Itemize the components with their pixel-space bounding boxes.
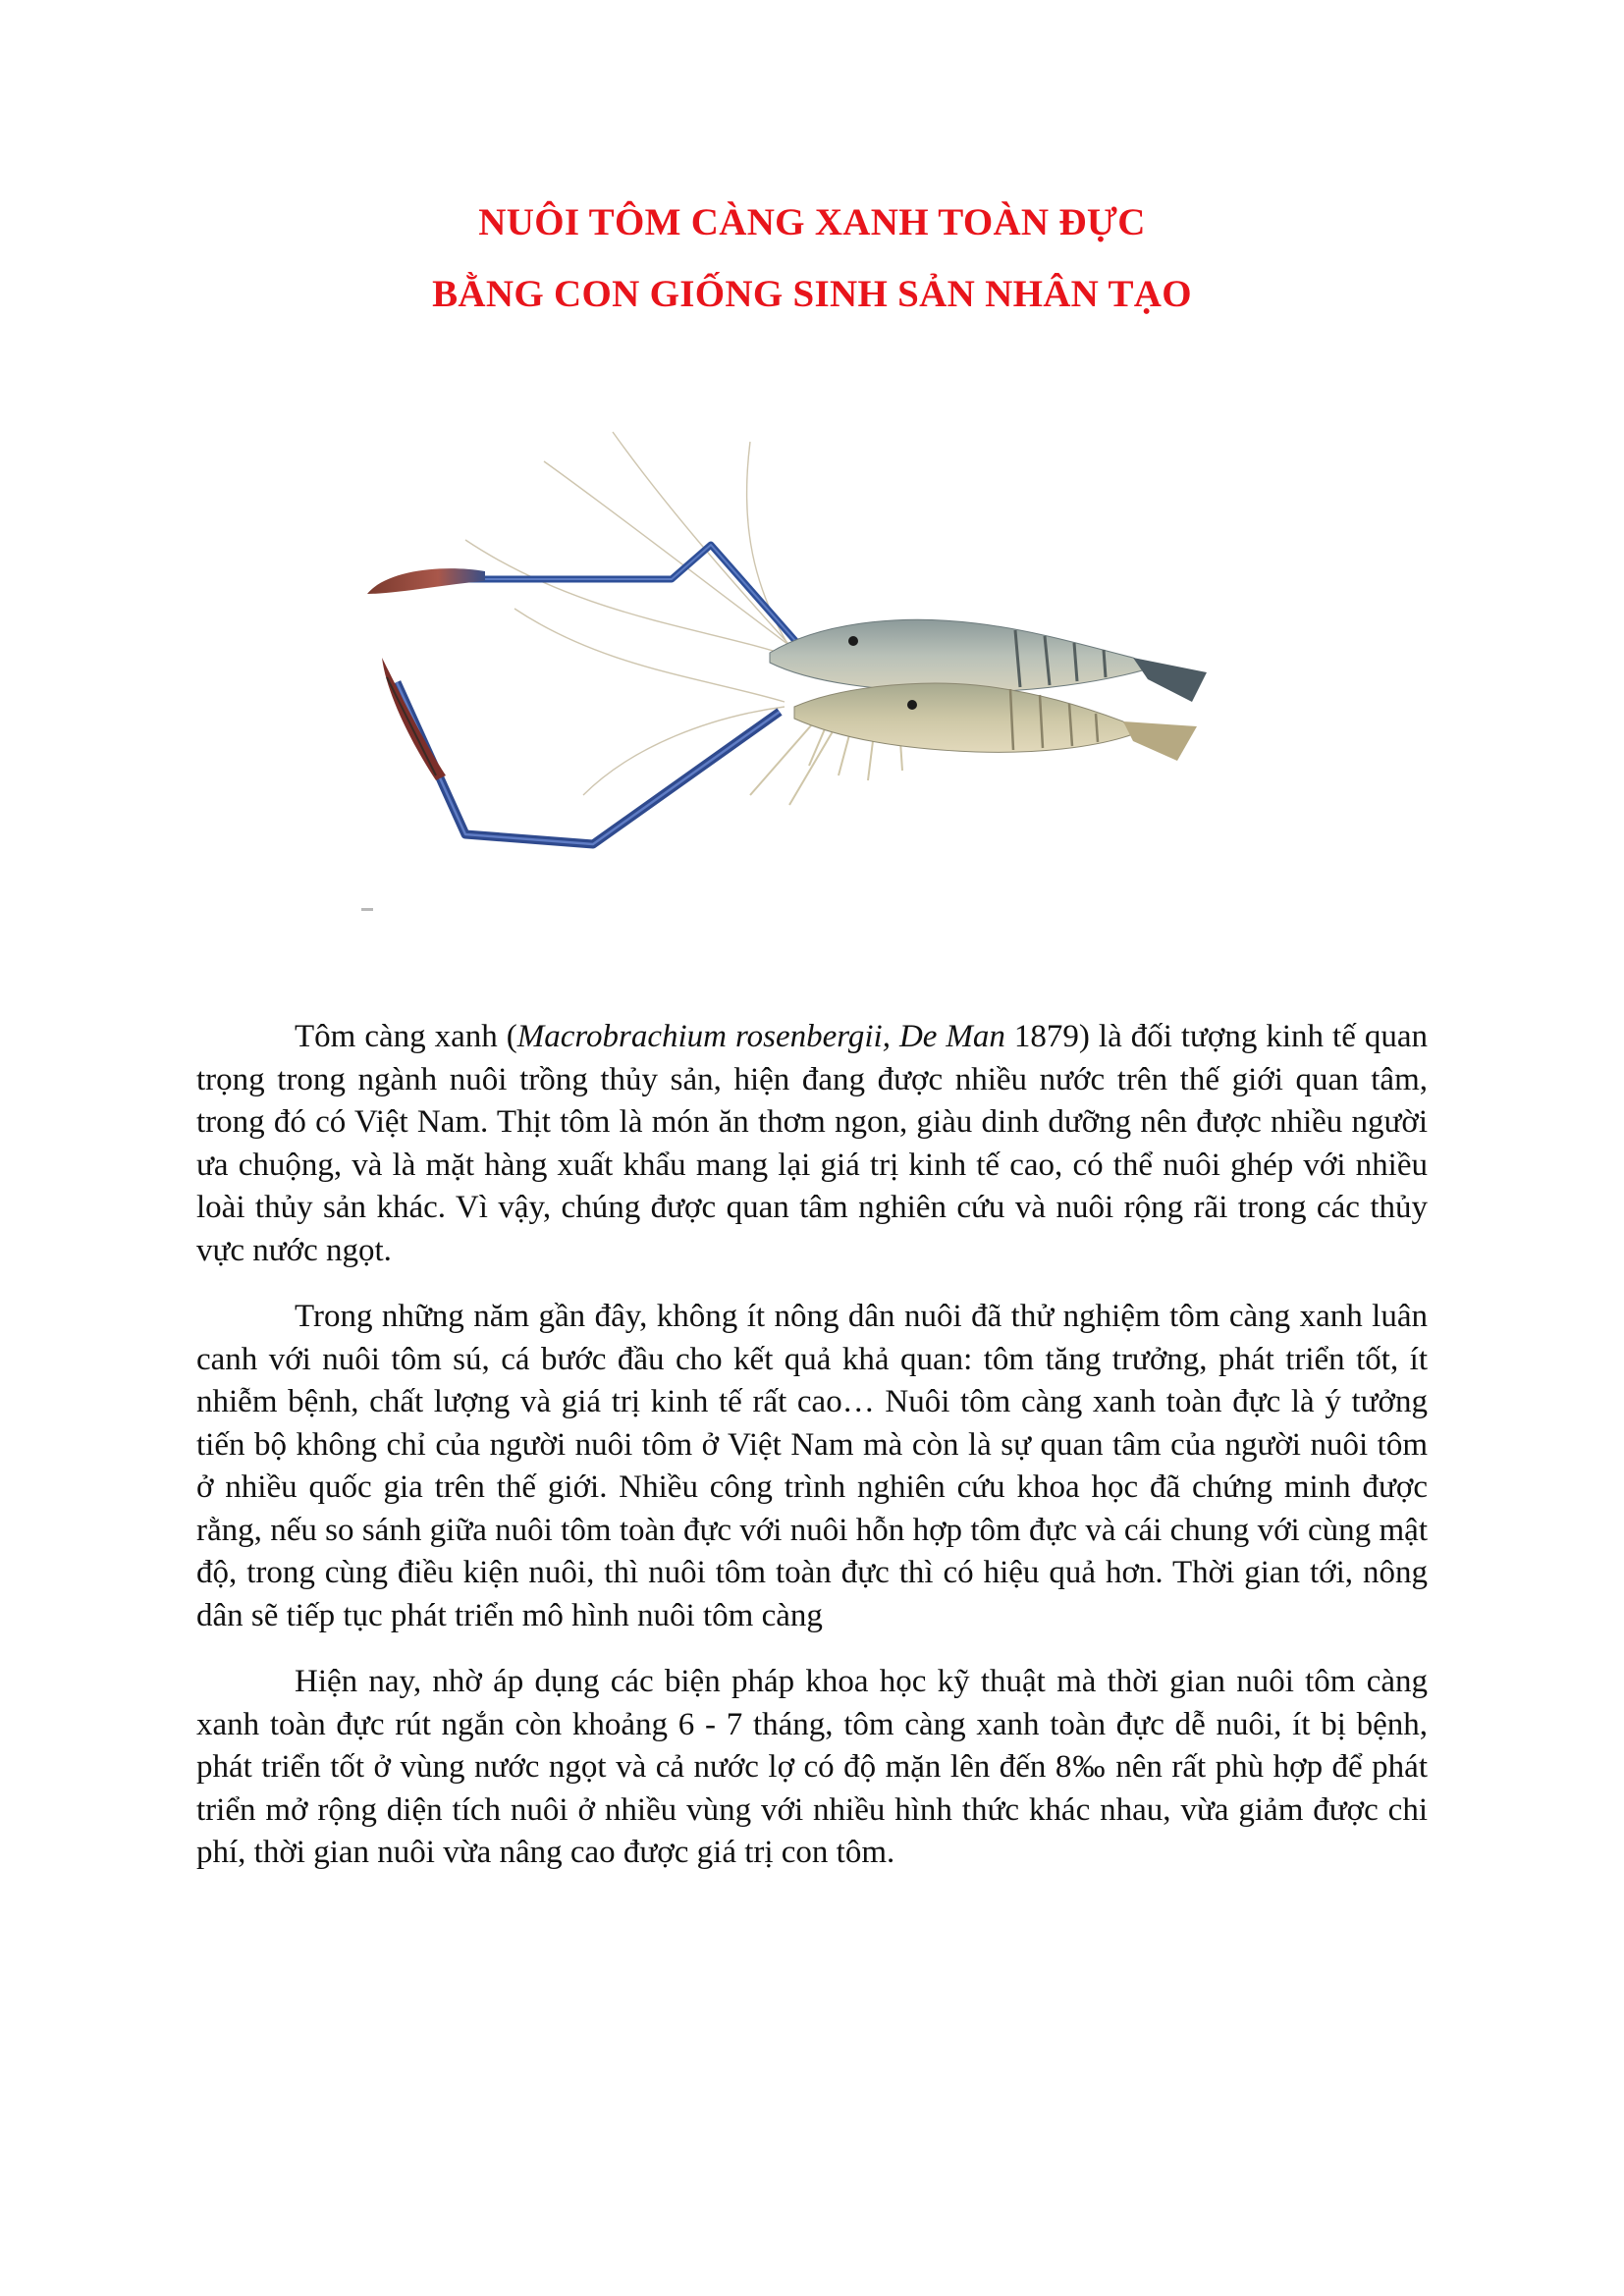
prawn-front: [794, 683, 1197, 761]
paragraph-intro-text-a: Tôm càng xanh (: [295, 1019, 517, 1054]
paragraph-intro: [196, 1016, 1428, 1272]
article-body: [196, 1016, 1428, 1898]
paragraph-recent-years: Trong những năm gần đây, không ít nông dân nuôi đã thử nghiệm tôm càng xanh luân canh với nuôi tôm sú, cá bước đầu cho kết quả khả quan: tôm tăng trưởng, phát triển tốt, ít nhiễm bệnh, chất lượng và giá trị kinh tế rất cao… Nuôi tôm càng xanh toàn đực là ý tưởng tiến bộ không chỉ của người nuôi tôm ở Việt Nam mà còn là sự quan tâm của người nuôi tôm ở nhiều quốc gia trên thế giới. Nhiều công trình nghiên cứu khoa học đã chứng minh được rằng, nếu so sánh giữa nuôi tôm toàn đực với nuôi hỗn hợp tôm đực và cái chung với cùng mật độ, trong cùng điều kiện nuôi, thì nuôi tôm toàn đực thì có hiệu quả hơn. Thời gian tới, nông dân sẽ tiếp tục phát triển mô hình nuôi tôm càng: [196, 1299, 1428, 1633]
species-name: Macrobrachium rosenbergii, De Man: [516, 1019, 1005, 1054]
document-title-line-1: NUÔI TÔM CÀNG XANH TOÀN ĐỰC: [478, 201, 1146, 243]
paragraph-current: Hiện nay, nhờ áp dụng các biện pháp khoa học kỹ thuật mà thời gian nuôi tôm càng xanh toàn đực rút ngắn còn khoảng 6 - 7 tháng, tôm càng xanh toàn đực dễ nuôi, ít bị bệnh, phát triển tốt ở vùng nước ngọt và cả nước lợ có độ mặn lên đến 8‰ nên rất phù hợp để phát triển mở rộng diện tích nuôi ở nhiều vùng với nhiều hình thức khác nhau, vừa giảm được chi phí, thời gian nuôi vừa nâng cao được giá trị con tôm.: [196, 1664, 1428, 1870]
prawn-photo: [289, 422, 1306, 913]
document-title-line-2: BẰNG CON GIỐNG SINH SẢN NHÂN TẠO: [432, 273, 1192, 315]
paragraph-intro-text-b: 1879) là đối tượng kinh tế quan trọng trong ngành nuôi trồng thủy sản, hiện đang được nhiều nước trên thế giới quan tâm, trong đó có Việt Nam. Thịt tôm là món ăn thơm ngon, giàu dinh dưỡng nên được nhiều người ưa chuộng, và là mặt hàng xuất khẩu mang lại giá trị kinh tế cao, có thể nuôi ghép với nhiều loài thủy sản khác. Vì vậy, chúng được quan tâm nghiên cứu và nuôi rộng rãi trong các thủy vực nước ngọt.: [196, 1019, 1429, 1268]
